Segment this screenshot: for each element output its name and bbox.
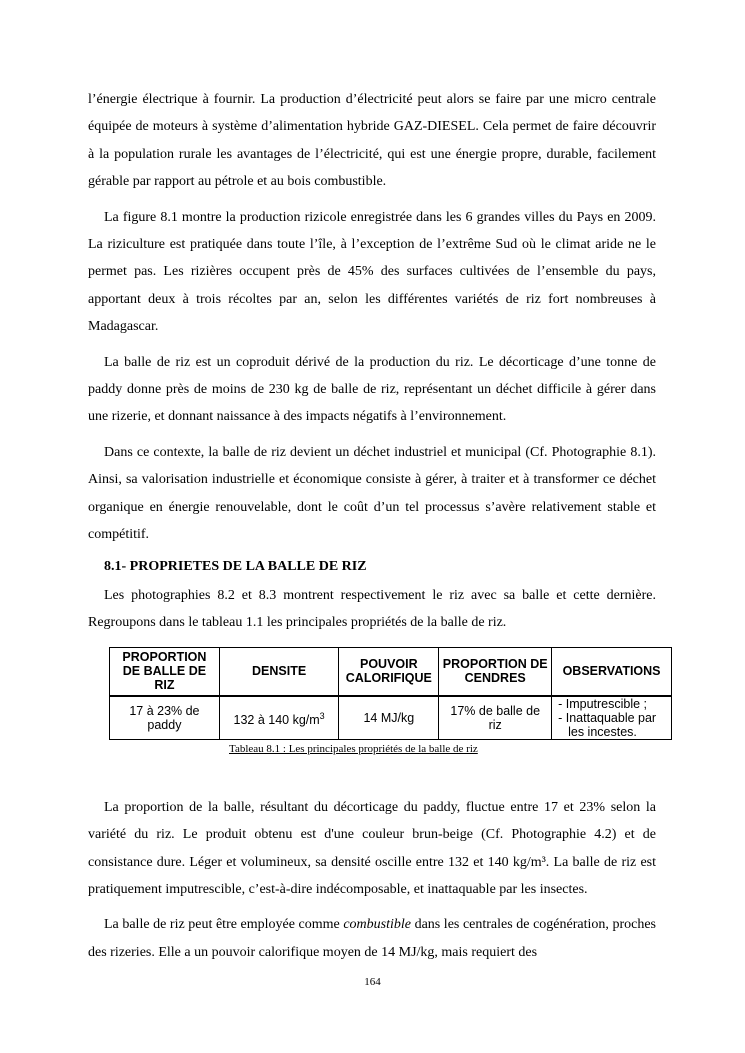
properties-table-wrap	[109, 647, 672, 756]
paragraph-proportion-balle: La proportion de la balle, résultant du décorticage du paddy, fluctue entre 17 et 23% selon la variété du riz. Le produit obtenu est d'une couleur brun-beige (Cf. Photographie 4.2) et de consistance dure. Léger et volumineux, sa densité oscille entre 132 et 140 kg/m³. La balle de riz est pratiquement imputrescible, c’est-à-dire indécomposable, et inattaquable par les insectes.	[88, 799, 656, 897]
table-row	[110, 696, 672, 740]
cell-cendres: 17% de balle de riz	[439, 696, 552, 740]
header-densite: DENSITE	[219, 647, 339, 696]
paragraph-energie: l’énergie électrique à fournir. La production d’électricité peut alors se faire par une micro centrale équipée de moteurs à système d’alimentation hybride GAZ-DIESEL. Cela permet de faire découvrir à la population rurale les avantages de l’électricité, qui est une énergie propre, durable, facilement gérable par rapport au pétrole et au bois combustible.	[88, 92, 656, 190]
obs-line-1: - Imputrescible ;	[558, 696, 648, 711]
combustible-emphasis: combustible	[343, 917, 411, 933]
header-proportion-balle: PROPORTION DE BALLE DE RIZ	[110, 647, 220, 696]
combustible-text-end: dans les centrales de cogénération, proches des rizeries. Elle a un pouvoir calorifique moyen de 14 MJ/kg, mais requiert des	[88, 917, 656, 960]
header-proportion-cendres: PROPORTION DE CENDRES	[439, 647, 552, 696]
obs-line-3: les incestes.	[568, 724, 637, 739]
cell-densite-exponent: 3	[319, 710, 325, 721]
cell-densite	[219, 696, 339, 740]
combustible-text-start: La balle de riz peut être employée comme	[104, 917, 344, 933]
page-number: 164	[364, 976, 381, 988]
table-caption: Tableau 8.1 : Les principales propriétés de la balle de riz	[229, 742, 478, 755]
header-pouvoir-calorifique: POUVOIR CALORIFIQUE	[339, 647, 439, 696]
cell-observations	[552, 696, 672, 740]
properties-table	[109, 647, 672, 740]
section-heading: 8.1- PROPRIETES DE LA BALLE DE RIZ	[104, 558, 367, 574]
cell-proportion: 17 à 23% de paddy	[110, 696, 220, 740]
cell-pouvoir: 14 MJ/kg	[339, 696, 439, 740]
paragraph-combustible	[88, 911, 656, 966]
obs-line-2: - Inattaquable par	[558, 710, 657, 725]
header-observations: OBSERVATIONS	[552, 647, 672, 696]
cell-densite-value: 132 à 140 kg/m	[233, 712, 320, 727]
paragraph-balle-coproduit: La balle de riz est un coproduit dérivé de la production du riz. Le décorticage d’une tonne de paddy donne près de moins de 230 kg de balle de riz, représentant un déchet difficile à gérer dans une rizerie, et donnant naissance à des impacts négatifs à l’environnement.	[88, 354, 656, 425]
paragraph-contexte: Dans ce contexte, la balle de riz devient un déchet industriel et municipal (Cf. Photographie 8.1). Ainsi, sa valorisation industrielle et économique consiste à gérer, à traiter et à transformer ce déchet organique en énergie renouvelable, dont le coût d’un tel processus s’avère relativement stable et compétitif.	[88, 444, 656, 543]
document-page	[88, 86, 661, 966]
table-header-row	[110, 647, 672, 696]
paragraph-intro-tableau: Les photographies 8.2 et 8.3 montrent respectivement le riz avec sa balle et cette dernière. Regroupons dans le tableau 1.1 les principales propriétés de la balle de riz.	[88, 587, 656, 631]
paragraph-figure-8-1: La figure 8.1 montre la production rizicole enregistrée dans les 6 grandes villes du Pays en 2009. La riziculture est pratiquée dans toute l’île, à l’exception de l’extrême Sud où le climat aride ne le permet pas. Les rizières occupent près de 45% des surfaces cultivées de l’ensemble du pays, apportant deux à trois récoltes par an, selon les différentes variétés de riz fort nombreuses à Madagascar.	[88, 209, 656, 335]
